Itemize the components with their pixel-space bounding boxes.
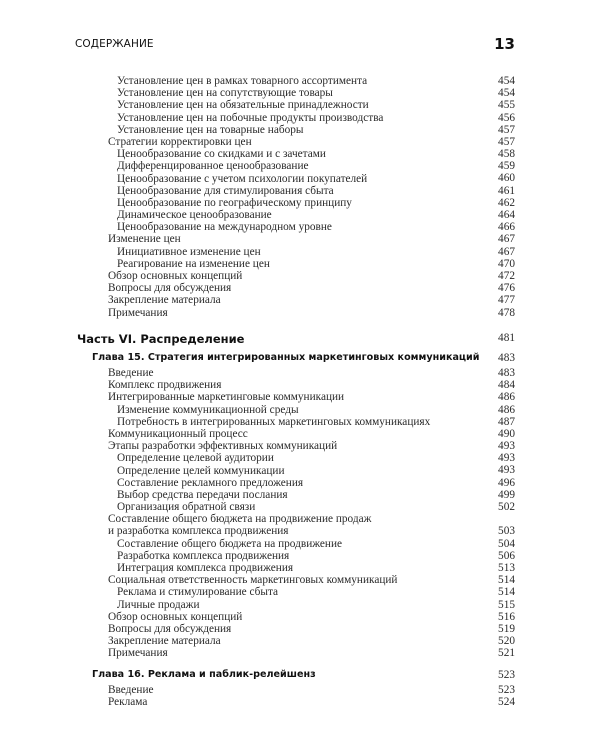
toc-block-pricing — [0, 75, 600, 319]
toc-entry-title: Ценообразование с учетом психологии покупателей — [117, 172, 368, 185]
toc-entry — [0, 635, 600, 647]
toc-entry — [0, 611, 600, 623]
toc-entry-title: Разработка комплекса продвижения — [117, 549, 290, 562]
page-number: 13 — [494, 35, 515, 53]
toc-entry-title: Определение целей коммуникации — [117, 464, 285, 477]
toc-entry-title: Социальная ответственность маркетинговых коммуникаций — [108, 574, 398, 587]
toc-entry-title: Обзор основных концепций — [108, 610, 243, 623]
toc-entry-page: 524 — [498, 696, 515, 709]
toc-entry-title: Ценообразование по географическому принципу — [117, 196, 352, 209]
toc-entry — [0, 696, 600, 708]
toc-entry-page: 464 — [498, 209, 515, 222]
toc-entry-title: Установление цен на товарные наборы — [117, 123, 304, 136]
toc-entry-title: Комплекс продвижения — [108, 379, 222, 392]
toc-entry-page: 496 — [498, 476, 515, 489]
toc-entry-page: 461 — [498, 184, 515, 197]
toc-entry-title: Составление рекламного предложения — [117, 476, 304, 489]
toc-entry-title: Ценообразование на международном уровне — [117, 221, 332, 234]
toc-entry-title: Составление общего бюджета на продвижение продаж и разработка комплекса продвижения — [108, 513, 372, 538]
chapter-16-heading — [92, 669, 515, 680]
toc-entry-title: Интеграция комплекса продвижения — [117, 562, 294, 575]
toc-entry-title: Установление цен на сопутствующие товары — [117, 87, 333, 100]
toc-entry-page: 459 — [498, 160, 515, 173]
toc-entry — [0, 173, 600, 185]
toc-entry-title: Коммуникационный процесс — [108, 427, 248, 440]
toc-entry — [0, 136, 600, 148]
chapter-title: Глава 16. Реклама и паблик-релейшенз — [92, 669, 316, 680]
toc-entry-page: 493 — [498, 464, 515, 477]
chapter-title: Глава 15. Стратегия интегрированных маркетинговых коммуникаций — [92, 352, 480, 363]
toc-entry — [0, 599, 600, 611]
toc-entry — [0, 623, 600, 635]
toc-entry-title: Установление цен на побочные продукты производства — [117, 111, 384, 124]
toc-entry-page: 521 — [498, 647, 515, 660]
part-title: Часть VI. Распределение — [77, 332, 245, 346]
toc-entry — [0, 221, 600, 233]
toc-entry — [0, 197, 600, 209]
toc-entry-page: 467 — [498, 233, 515, 246]
running-header: СОДЕРЖАНИЕ — [75, 38, 154, 50]
toc-entry-title: Ценообразование для стимулирования сбыта — [117, 184, 334, 197]
toc-entry-title: Динамическое ценообразование — [117, 209, 272, 222]
toc-entry — [0, 501, 600, 513]
toc-entry-page: 472 — [498, 269, 515, 282]
toc-entry-title: Установление цен в рамках товарного ассортимента — [117, 75, 368, 87]
toc-entry — [0, 160, 600, 172]
toc-entry — [0, 258, 600, 270]
part-heading — [77, 332, 515, 346]
toc-entry — [0, 148, 600, 160]
toc-entry-title: Определение целевой аудитории — [117, 452, 274, 465]
toc-entry — [0, 489, 600, 501]
toc-entry-page: 487 — [498, 415, 515, 428]
toc-entry-page: 502 — [498, 501, 515, 514]
toc-entry — [0, 538, 600, 550]
toc-entry-page: 466 — [498, 221, 515, 234]
toc-entry — [0, 209, 600, 221]
toc-entry-title: Реклама и стимулирование сбыта — [117, 586, 279, 599]
toc-entry-page: 455 — [498, 99, 515, 112]
toc-entry — [0, 270, 600, 282]
toc-entry — [0, 367, 600, 379]
toc-entry — [0, 294, 600, 306]
toc-entry — [0, 477, 600, 489]
toc-entry-page: 503 — [498, 525, 515, 538]
toc-entry-title: Стратегии корректировки цен — [108, 135, 252, 148]
toc-entry — [0, 99, 600, 111]
toc-entry — [0, 233, 600, 245]
toc-entry-page: 493 — [498, 452, 515, 465]
toc-entry-title: Реагирование на изменение цен — [117, 257, 270, 270]
toc-entry-page: 520 — [498, 635, 515, 648]
toc-entry-page: 457 — [498, 135, 515, 148]
toc-entry-page: 454 — [498, 87, 515, 100]
toc-entry-page: 456 — [498, 111, 515, 124]
toc-entry — [0, 75, 600, 87]
toc-entry-title: Введение — [108, 367, 154, 379]
toc-entry — [0, 404, 600, 416]
toc-entry — [0, 87, 600, 99]
toc-entry-page: 504 — [498, 537, 515, 550]
toc-entry-page: 486 — [498, 403, 515, 416]
toc-entry — [0, 440, 600, 452]
toc-entry — [0, 307, 600, 319]
toc-entry-title: Этапы разработки эффективных коммуникаций — [108, 440, 338, 453]
toc-entry-page: 486 — [498, 391, 515, 404]
toc-entry — [0, 513, 600, 537]
toc-entry-title: Введение — [108, 684, 154, 696]
toc-entry — [0, 452, 600, 464]
toc-entry-title: Личные продажи — [117, 598, 200, 611]
toc-entry — [0, 562, 600, 574]
toc-entry-page: 462 — [498, 196, 515, 209]
toc-entry-title: Дифференцированное ценообразование — [117, 160, 309, 173]
toc-entry — [0, 574, 600, 586]
toc-entry-page: 476 — [498, 282, 515, 295]
toc-entry-page: 457 — [498, 123, 515, 136]
toc-entry-page: 515 — [498, 598, 515, 611]
toc-entry — [0, 185, 600, 197]
toc-entry-title: Потребность в интегрированных маркетинговых коммуникациях — [117, 415, 431, 428]
toc-entry-title: Ценообразование со скидками и с зачетами — [117, 148, 326, 161]
toc-entry-page: 499 — [498, 488, 515, 501]
toc-entry-page: 454 — [498, 74, 515, 87]
toc-entry-page: 513 — [498, 562, 515, 574]
toc-entry-title: Закрепление материала — [108, 635, 221, 648]
chapter-15-heading — [92, 352, 515, 363]
toc-entry-title: Примечания — [108, 306, 168, 319]
toc-entry-title: Вопросы для обсуждения — [108, 622, 232, 635]
toc-entry-page: 478 — [498, 306, 515, 319]
toc-entry-title: Изменение коммуникационной среды — [117, 403, 299, 416]
toc-entry — [0, 465, 600, 477]
toc-entry-page: 516 — [498, 610, 515, 623]
toc-entry-title: Закрепление материала — [108, 294, 221, 307]
chapter-page: 483 — [498, 352, 515, 364]
toc-entry — [0, 246, 600, 258]
toc-entry-page: 514 — [498, 574, 515, 587]
toc-entry-page: 477 — [498, 294, 515, 307]
toc-entry-title: Организация обратной связи — [117, 501, 256, 514]
toc-entry-page: 519 — [498, 622, 515, 635]
toc-entry-page: 493 — [498, 440, 515, 453]
toc-entry-page: 523 — [498, 683, 515, 696]
toc-entry-title: Составление общего бюджета на продвижение — [117, 537, 343, 550]
toc-entry — [0, 379, 600, 391]
toc-entry — [0, 586, 600, 598]
toc-entry-title: Обзор основных концепций — [108, 270, 243, 282]
part-page: 481 — [498, 332, 515, 344]
toc-entry-page: 490 — [498, 427, 515, 440]
toc-entry — [0, 416, 600, 428]
toc-entry-page: 467 — [498, 245, 515, 258]
toc-entry — [0, 112, 600, 124]
toc-entry — [0, 428, 600, 440]
toc-entry-title: Выбор средства передачи послания — [117, 488, 288, 501]
toc-entry-title: Реклама — [108, 696, 148, 709]
toc-entry-page: 470 — [498, 257, 515, 270]
toc-entry-title: Установление цен на обязательные принадлежности — [117, 99, 369, 112]
toc-entry — [0, 550, 600, 562]
toc-entry-page: 514 — [498, 586, 515, 599]
toc-entry-title: Вопросы для обсуждения — [108, 282, 232, 295]
toc-entry-title: Интегрированные маркетинговые коммуникации — [108, 391, 345, 404]
toc-entry-page: 506 — [498, 549, 515, 562]
toc-entry-title: Изменение цен — [108, 233, 181, 246]
toc-entry-page: 460 — [498, 172, 515, 185]
toc-entry-page: 458 — [498, 148, 515, 161]
toc-entry-title: Инициативное изменение цен — [117, 245, 261, 258]
toc-entry-title: Примечания — [108, 647, 168, 660]
toc-entry — [0, 391, 600, 403]
toc-block-chapter-16 — [0, 684, 600, 708]
toc-entry — [0, 647, 600, 659]
chapter-page: 523 — [498, 669, 515, 681]
toc-entry — [0, 282, 600, 294]
toc-entry-page: 484 — [498, 379, 515, 392]
toc-entry-page: 483 — [498, 366, 515, 379]
toc-block-chapter-15 — [0, 367, 600, 660]
toc-entry — [0, 124, 600, 136]
toc-entry — [0, 684, 600, 696]
